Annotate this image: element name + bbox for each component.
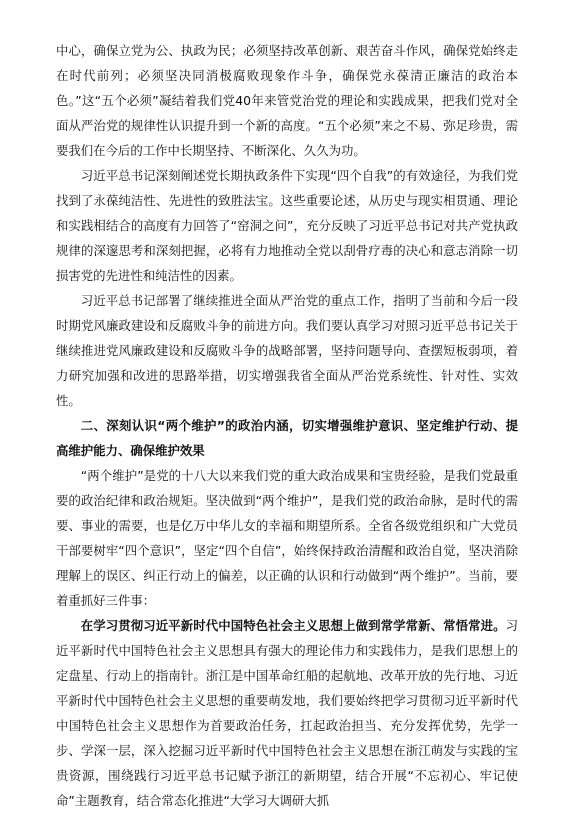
paragraph-two-safeguards: “两个维护”是党的十八大以来我们党的重大政治成果和宝贵经验，是我们党最重要的政治纪律和政治规矩。坚决做到“两个维护”，是我们党的政治命脉，是时代的需要、事业的需要，也是亿万中华儿女的幸福和期望所系。全省各级党组织和广大党员干部要树牢“四个意识”，坚定“四个自信”，始终保持政治清醒和政治自觉，坚决消除理解上的误区、纠正行动上的偏差，以正确的认识和行动做到“两个维护”。当前，要着重抓好三件事： — [56, 468, 518, 608]
paragraph-key-work: 习近平总书记部署了继续推进全面从严治党的重点工作，指明了当前和今后一段时期党风廉政建设和反腐败斗争的前进方向。我们要认真学习对照习近平总书记关于继续推进党风廉政建设和反腐败斗争的战略部署，坚持问题导向、查摆短板弱项，着力研究加强和改进的思路举措，切实增强我省全面从严治党系统性、针对性、实效性。 — [56, 293, 518, 408]
paragraph-study-thought — [56, 613, 518, 813]
paragraph-four-self: 习近平总书记深刻阐述党长期执政条件下实现“四个自我”的有效途径，为我们党找到了永葆纯洁性、先进性的致胜法宝。这些重要论述，从历史与现实相贯通、理论和实践相结合的高度有力回答了“窑洞之问”，充分反映了习近平总书记对共产党执政规律的深邃思考和深刻把握，必将有力地推动全党以刮骨疗毒的决心和意志消除一切损害党的先进性和纯洁性的因素。 — [56, 168, 518, 283]
paragraph-body-text: 习近平新时代中国特色社会主义思想具有强大的理论伟力和实践伟力，是我们思想上的定盘星、行动上的指南针。浙江是中国革命红船的起航地、改革开放的先行地、习近平新时代中国特色社会主义思想的重要萌发地，我们要始终把学习贯彻习近平新时代中国特色社会主义思想作为首要政治任务，扛起政治担当、充分发挥优势，先学一步、学深一层，深入挖掘习近平新时代中国特色社会主义思想在浙江萌发与实践的宝贵资源，围绕践行习近平总书记赋予浙江的新期望，结合开展“不忘初心、牢记使命”主题教育，结合常态化推进“大学习大调研大抓 — [56, 618, 518, 808]
document-page — [56, 38, 518, 813]
section-heading-two: 二、深刻认识“两个维护”的政治内涵，切实增强维护意识、坚定维护行动、提高维护能力、确保维护效果 — [56, 418, 518, 458]
paragraph-lead-sentence: 在学习贯彻习近平新时代中国特色社会主义思想上做到常学常新、常悟常进。 — [80, 618, 506, 633]
paragraph-continuation: 中心，确保立党为公、执政为民；必须坚持改革创新、艰苦奋斗作风，确保党始终走在时代前列；必须坚决同消极腐败现象作斗争，确保党永葆清正廉洁的政治本色。”这“五个必须”凝结着我们党40年来管党治党的理论和实践成果，把我们党对全面从严治党的规律性认识提升到一个新的高度。“五个必须”来之不易、弥足珍贵，需要我们在今后的工作中长期坚持、不断深化、久久为功。 — [56, 43, 518, 158]
